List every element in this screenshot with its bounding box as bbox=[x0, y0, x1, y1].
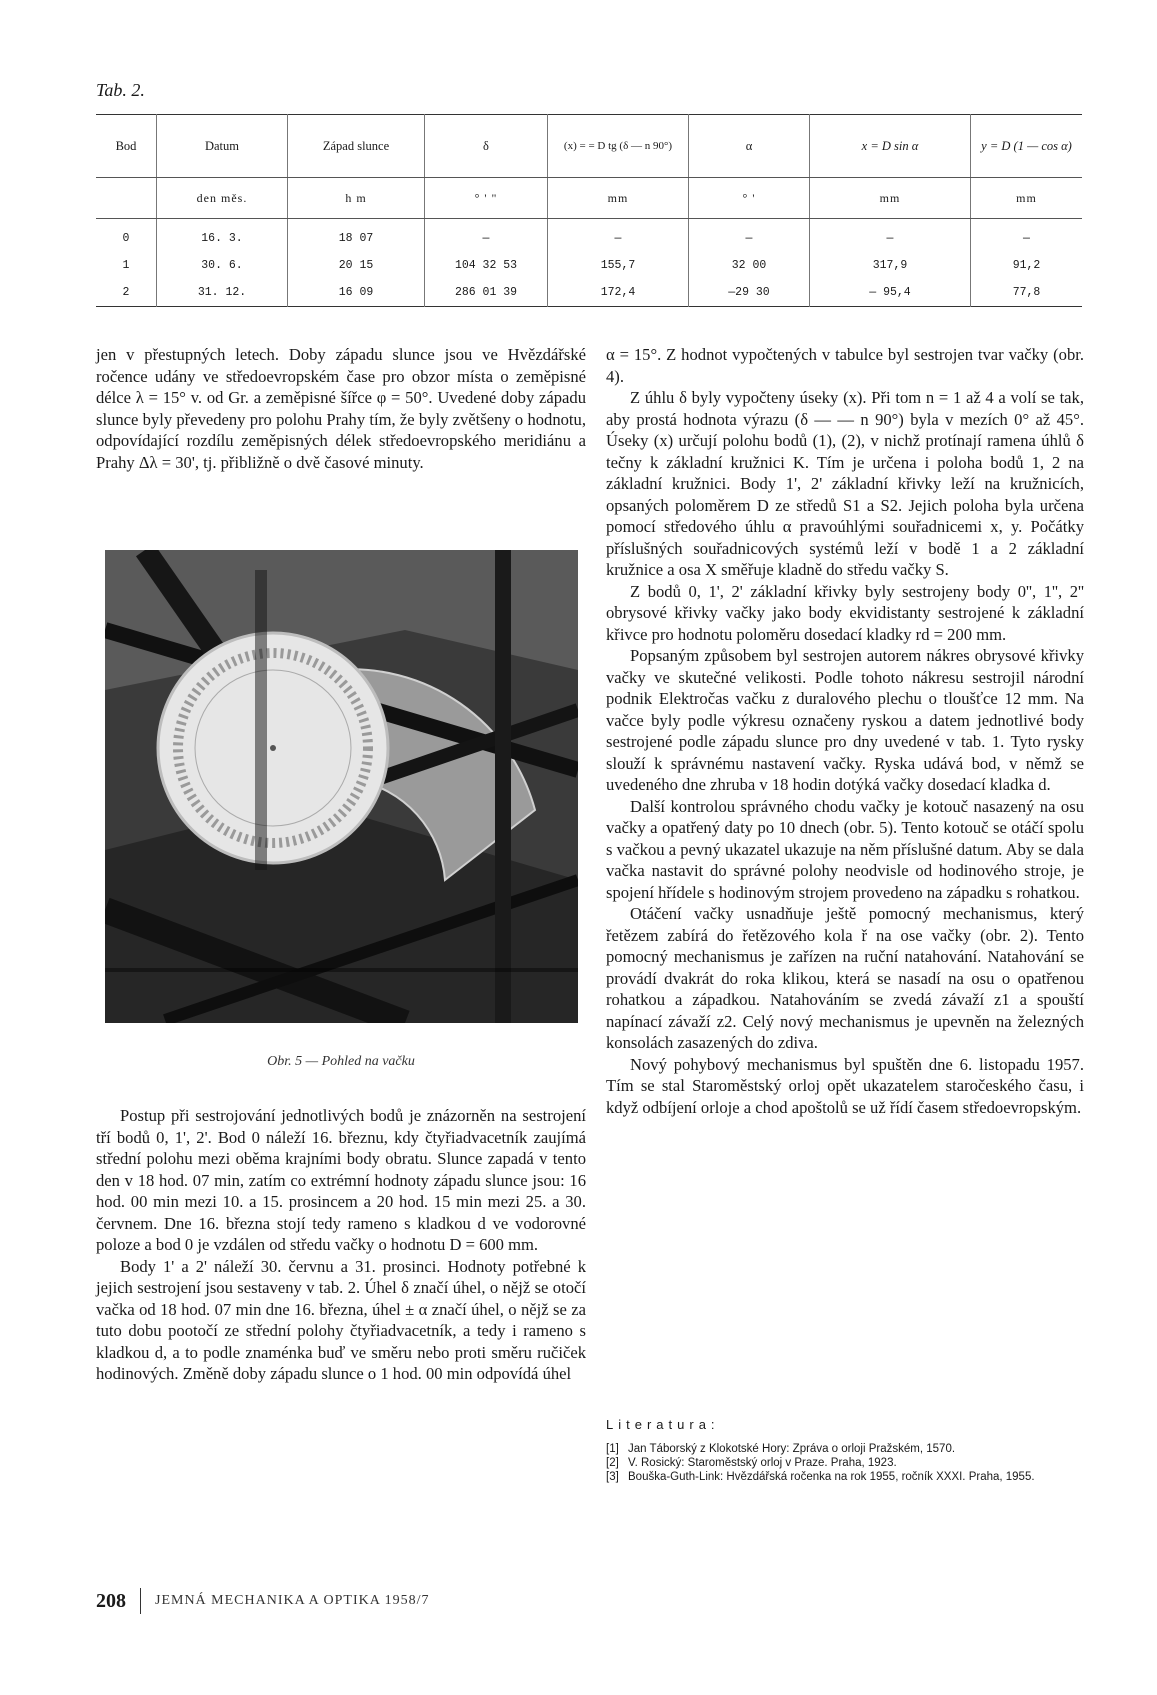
right-column bbox=[606, 344, 1084, 1118]
table-cell: 32 00 bbox=[689, 252, 810, 279]
footer-divider bbox=[140, 1588, 141, 1614]
header-cell: α bbox=[689, 115, 810, 178]
unit-cell: ° ' bbox=[689, 178, 810, 219]
table-cell: 155,7 bbox=[548, 252, 689, 279]
literature-heading: Literatura: bbox=[606, 1417, 720, 1432]
paragraph: Popsaným způsobem byl sestrojen autorem nákres obrysové křivky vačky ve skutečné velikosti. Podle tohoto nákresu sestrojil národní podnik Elektročas vačku z duralového plechu o tloušťce 12 mm. Na vačce byly podle výkresu označeny ryskou a datem jednotlivé body sestrojené podle západu slunce pro dny uvedené v tab. 1. Tyto rysky slouží k správnému nastavení vačky. Ryska udává bod, v němž se uvedeného dne zhruba v 18 hodin dotýká vačky dosedací kladka d. bbox=[606, 646, 1084, 794]
paragraph: Z úhlu δ byly vypočteny úseky (x). Při tom n = 1 až 4 a volí se tak, aby prostá hodnota výrazu (δ — — n 90°) byla v mezích 0° až 45°. Úseky (x) určují polohu bodů (1), (2), v nichž protínají ramena úhlů δ tečny k základní kružnici K. Tím je určena i poloha bodů 1, 2 na základní kružnici. Body 1', 2' základní křivky leží na kružnicích, opsaných poloměrem D ze středů S1 a S2. Jejich poloha byla určena pomocí středového úhlu α pravoúhlými souřadnicemi x, y. Počátky příslušných souřadnicových systémů leží v bodě 1 a 2 základní kružnice a osa X směřuje kladně do středu vačky S. bbox=[606, 388, 1084, 579]
header-cell: y = D (1 — cos α) bbox=[971, 115, 1083, 178]
table-cell: 2 bbox=[122, 286, 130, 299]
reference-number: [3] bbox=[606, 1471, 619, 1483]
header-cell: δ bbox=[425, 115, 548, 178]
reference-item bbox=[606, 1456, 1084, 1470]
reference-list bbox=[606, 1442, 1084, 1484]
table-units-row bbox=[96, 178, 1082, 219]
reference-item bbox=[606, 1442, 1084, 1456]
table-cell: 286 01 39 bbox=[425, 279, 548, 307]
header-cell: Bod bbox=[96, 115, 157, 178]
table-cell: 16 09 bbox=[288, 279, 425, 307]
table-cell: 31. 12. bbox=[157, 279, 288, 307]
unit-cell: mm bbox=[971, 178, 1083, 219]
paragraph: Postup při sestrojování jednotlivých bodů je znázorněn na sestrojení tří bodů 0, 1', 2'. Bod 0 náleží 16. březnu, kdy čtyřiadvacetník zaujímá střední polohu mezi oběma krajními body obratu. Slunce zapadá v tento den v 18 hod. 07 min, zatím co extrémní hodnoty západu slunce jsou: 16 hod. 00 min mezi 10. a 15. prosincem a 20 hod. 15 min mezi 25. a 30. červnem. Dne 16. března stojí tedy rameno s kladkou d ve vodorovné poloze a bod 0 je vzdálen od středu vačky o hodnotu D = 600 mm. bbox=[96, 1106, 586, 1254]
table-cell: —29 30 bbox=[689, 279, 810, 307]
table-cell: 1 bbox=[122, 259, 130, 272]
paragraph: Otáčení vačky usnadňuje ještě pomocný mechanismus, který řetězem zabírá do řetězového kola ř na ose vačky (obr. 2). Tento pomocný mechanismus je zařízen na ruční natahování. Natahování se provádí dvakrát do roka klikou, která se nasadí na osu o opatřenou rohatkou a západkou. Natahováním se zvedá závaží z1 a spouští napínací závaží z2. Celý nový mechanismus je upevněn na železných konsolách zasazených do zdiva. bbox=[606, 904, 1084, 1052]
table-row bbox=[96, 279, 1082, 307]
table-cell: 30. 6. bbox=[157, 252, 288, 279]
table-cell: 20 15 bbox=[288, 252, 425, 279]
unit-cell: h m bbox=[288, 178, 425, 219]
paragraph: Body 1' a 2' náleží 30. červnu a 31. prosinci. Hodnoty potřebné k jejich sestrojení jsou sestaveny v tab. 2. Úhel δ značí úhel, o nějž se otočí vačka od 18 hod. 07 min dne 16. března, úhel ± α značí úhel, o nějž se za tuto dobu pootočí ze střední polohy čtyřiadvacetník, a tedy i rameno s kladkou d, a to podle znaménka buď ve směru nebo proti směru ručiček hodinových. Změně doby západu slunce o 1 hod. 00 min odpovídá úhel bbox=[96, 1256, 586, 1383]
table-cell: 104 32 53 bbox=[425, 252, 548, 279]
page-number: 208 bbox=[96, 1589, 126, 1612]
table-cell: — bbox=[971, 219, 1083, 253]
reference-text: Jan Táborský z Klokotské Hory: Zpráva o orloji Pražském, 1570. bbox=[628, 1443, 956, 1455]
left-column-bottom bbox=[96, 1105, 586, 1385]
paragraph: α = 15°. Z hodnot vypočtených v tabulce byl sestrojen tvar vačky (obr. 4). bbox=[606, 345, 1084, 386]
header-cell: (x) = = D tg (δ — n 90°) bbox=[548, 115, 689, 178]
unit-cell: mm bbox=[548, 178, 689, 219]
paragraph: Nový pohybový mechanismus byl spuštěn dne 6. listopadu 1957. Tím se stal Staroměstský orloj opět ukazatelem staročeského času, i když odbíjení orloje a chod apoštolů se už řídí časem středoevropským. bbox=[606, 1054, 1084, 1117]
reference-text: Bouška-Guth-Link: Hvězdářská ročenka na rok 1955, ročník XXXI. Praha, 1955. bbox=[628, 1471, 1035, 1483]
table-caption: Tab. 2. bbox=[96, 80, 145, 100]
left-column-top bbox=[96, 344, 586, 473]
unit-cell bbox=[96, 178, 157, 219]
table-cell: — bbox=[689, 219, 810, 253]
reference-number: [1] bbox=[606, 1443, 619, 1455]
paragraph: jen v přestupných letech. Doby západu slunce jsou ve Hvězdářské ročence udány ve středoevropském čase pro obzor místa o zeměpisné délce λ = 15° v. od Gr. a zeměpisné šířce φ = 50°. Uvedené doby západu slunce byly převedeny pro polohu Prahy tím, že byly zvětšeny o hodnotu, odpovídající rozdílu zeměpisných délek středoevropského meridiánu a Prahy Δλ = 30', tj. přibližně o dvě časové minuty. bbox=[96, 345, 586, 472]
paragraph: Z bodů 0, 1', 2' základní křivky byly sestrojeny body 0'', 1'', 2'' obrysové křivky vačky jako body ekvidistanty sestrojené k základní křivce pro hodnotu poloměru dosedací kladky rd = 200 mm. bbox=[606, 581, 1084, 644]
paragraph: Další kontrolou správného chodu vačky je kotouč nasazený na osu vačky a opatřený daty po 10 dnech (obr. 5). Tento kotouč se otáčí spolu s vačkou a pevný ukazatel ukazuje na něm příslušné datum. Aby se dala vačka nastavit do správné polohy neodvisle od hodinového stroje, je spojení hřídele s hodinovým strojem provedeno na západku s rohatkou. bbox=[606, 796, 1084, 902]
table-row bbox=[96, 219, 1082, 253]
header-cell: Západ slunce bbox=[288, 115, 425, 178]
table-cell: 77,8 bbox=[971, 279, 1083, 307]
table-cell: 0 bbox=[122, 232, 130, 245]
figure-caption: Obr. 5 — Pohled na vačku bbox=[267, 1054, 415, 1069]
reference-text: V. Rosický: Staroměstský orloj v Praze. Praha, 1923. bbox=[628, 1457, 897, 1469]
header-cell: Datum bbox=[157, 115, 288, 178]
reference-number: [2] bbox=[606, 1457, 619, 1469]
journal-name: JEMNÁ MECHANIKA A OPTIKA 1958/7 bbox=[155, 1593, 430, 1608]
header-cell: x = D sin α bbox=[810, 115, 971, 178]
cam-photograph bbox=[105, 550, 578, 1023]
cam-photo-illustration bbox=[105, 550, 578, 1023]
table-cell: — bbox=[425, 219, 548, 253]
unit-cell: den měs. bbox=[157, 178, 288, 219]
data-table bbox=[96, 114, 1082, 307]
table-cell: 91,2 bbox=[971, 252, 1083, 279]
table-cell: — bbox=[810, 219, 971, 253]
unit-cell: mm bbox=[810, 178, 971, 219]
table-cell: 317,9 bbox=[810, 252, 971, 279]
table-cell: — bbox=[548, 219, 689, 253]
table-cell: 18 07 bbox=[288, 219, 425, 253]
reference-item bbox=[606, 1470, 1084, 1484]
unit-cell: ° ' " bbox=[425, 178, 548, 219]
page-footer bbox=[96, 1588, 429, 1614]
table-cell: 172,4 bbox=[548, 279, 689, 307]
table-row bbox=[96, 252, 1082, 279]
table-header-row bbox=[96, 115, 1082, 178]
table-cell: 16. 3. bbox=[157, 219, 288, 253]
table-cell: — 95,4 bbox=[810, 279, 971, 307]
